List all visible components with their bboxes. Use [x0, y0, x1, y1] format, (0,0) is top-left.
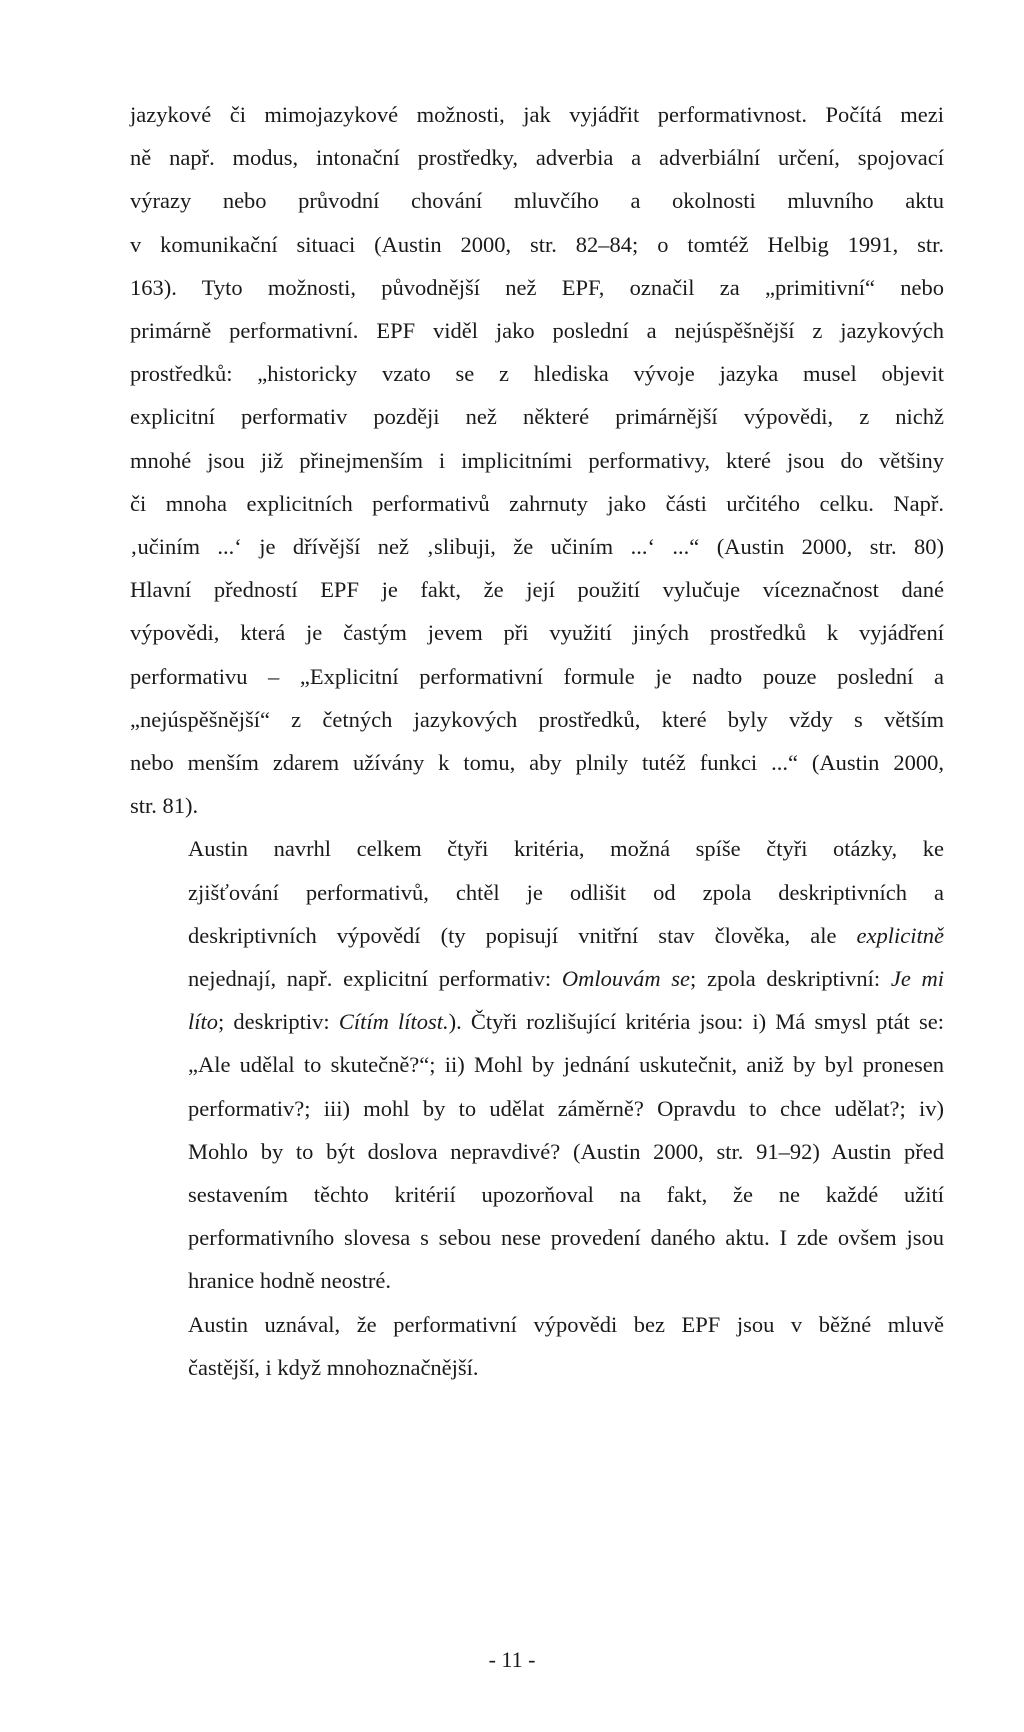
text-line: performativního slovesa s sebou nese provedení daného aktu. I zde ovšem jsou [188, 1225, 944, 1251]
paragraph-2 [130, 827, 944, 1302]
text-line: nebo menším zdarem užívány k tomu, aby plnily tutéž funkci ...“ (Austin 2000, [130, 750, 944, 776]
text-line: performativ?; iii) mohl by to udělat záměrně? Opravdu to chce udělat?; iv) [188, 1095, 944, 1121]
document-page [130, 93, 944, 1389]
text-line: „nejúspěšnější“ z četných jazykových prostředků, které byly vždy s větším [130, 706, 944, 732]
text-line: explicitní performativ později než některé primárnější výpovědi, z nichž [130, 404, 944, 430]
text-line: mnohé jsou již přinejmenším i implicitními performativy, které jsou do většiny [130, 447, 944, 473]
text-line: performativu – „Explicitní performativní formule je nadto pouze poslední a [130, 663, 944, 689]
text-line: Mohlo by to být doslova nepravdivé? (Austin 2000, str. 91–92) Austin před [188, 1138, 944, 1164]
text-line: hranice hodně neostré. [188, 1268, 392, 1294]
text-line: ně např. modus, intonační prostředky, adverbia a adverbiální určení, spojovací [130, 145, 944, 171]
text-line: primárně performativní. EPF viděl jako poslední a nejúspěšnější z jazykových [130, 318, 944, 344]
text-line: 163). Tyto možnosti, původnější než EPF, označil za „primitivní“ nebo [130, 274, 944, 300]
text-line: Austin navrhl celkem čtyři kritéria, možná spíše čtyři otázky, ke [188, 836, 944, 862]
paragraph-1 [130, 93, 944, 827]
text-line: jazykové či mimojazykové možnosti, jak vyjádřit performativnost. Počítá mezi [130, 102, 944, 127]
text-line: zjišťování performativů, chtěl je odlišit od zpola deskriptivních a [188, 879, 944, 905]
text-line: „Ale udělal to skutečně?“; ii) Mohl by jednání uskutečnit, aniž by byl pronesen [188, 1052, 944, 1078]
text-line: výpovědi, která je častým jevem při využití jiných prostředků k vyjádření [130, 620, 944, 646]
text-line: výrazy nebo průvodní chování mluvčího a okolnosti mluvního aktu [130, 188, 944, 214]
page-number: - 11 - [488, 1647, 536, 1672]
text-line: v komunikační situaci (Austin 2000, str. 82–84; o tomtéž Helbig 1991, str. [130, 231, 944, 257]
text-line: str. 81). [130, 793, 199, 819]
text-line: častější, i když mnohoznačnější. [188, 1354, 479, 1380]
text-line: Austin uznával, že performativní výpovědi bez EPF jsou v běžné mluvě [188, 1311, 944, 1337]
text-line: sestavením těchto kritérií upozorňoval na fakt, že ne každé užití [188, 1182, 944, 1208]
text-line: či mnoha explicitních performativů zahrnuty jako části určitého celku. Např. [130, 490, 944, 516]
text-line: líto; deskriptiv: Cítím lítost.). Čtyři rozlišující kritéria jsou: i) Má smysl ptát se: [188, 1009, 944, 1035]
text-line: nejednají, např. explicitní performativ: Omlouvám se; zpola deskriptivní: Je mi [188, 966, 944, 992]
text-line: deskriptivních výpovědí (ty popisují vnitřní stav člověka, ale explicitně [188, 922, 944, 948]
text-line: ‚učiním ...‘ je dřívější než ‚slibuji, že učiním ...‘ ...“ (Austin 2000, str. 80) [130, 534, 944, 560]
text-line: prostředků: „historicky vzato se z hlediska vývoje jazyka musel objevit [130, 361, 944, 387]
text-line: Hlavní předností EPF je fakt, že její použití vylučuje víceznačnost dané [130, 577, 944, 603]
paragraph-3 [130, 1303, 944, 1389]
